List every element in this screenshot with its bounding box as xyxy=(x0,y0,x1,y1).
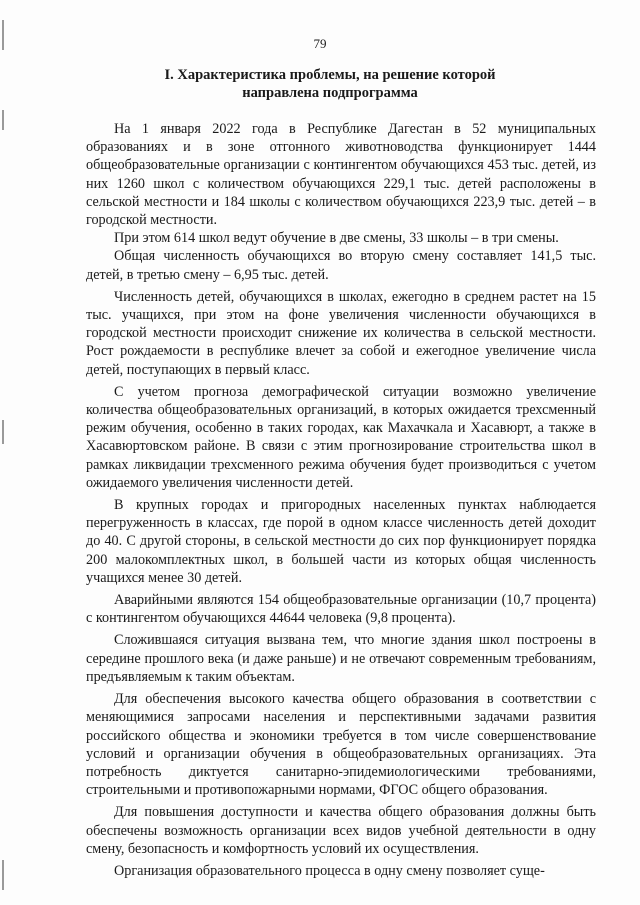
scan-edge-mark xyxy=(2,110,4,130)
paragraph: Для повышения доступности и качества общего образования должны быть обеспечены возможность организации всех видов учебной деятельности в одну смену, безопасность и комфортность условий их осуществления. xyxy=(86,804,596,857)
page-number: 79 xyxy=(313,36,327,51)
paragraph: В крупных городах и пригородных населенных пунктах наблюдается перегруженность в классах, где порой в одном классе численность детей доходит до 40. С другой стороны, в сельской местности до сих пор функционирует порядка 200 малокомплектных школ, в большей части из которых общая численность учащихся менее 30 детей. xyxy=(86,497,596,586)
paragraph: Аварийными являются 154 общеобразовательные организации (10,7 процента) с контингентом обучающихся 44644 человека (9,8 процента). xyxy=(86,592,596,627)
body-text xyxy=(86,120,596,880)
section-title-line-2: направлена подпрограмма xyxy=(242,85,418,101)
section-title xyxy=(90,66,570,102)
paragraph: Общая численность обучающихся во вторую смену составляет 141,5 тыс. детей, в третью смену – 6,95 тыс. детей. xyxy=(86,248,596,283)
scan-edge-mark xyxy=(2,860,4,890)
scan-edge-mark xyxy=(2,420,4,444)
paragraph: С учетом прогноза демографической ситуации возможно увеличение количества общеобразовательных организаций, в которых ожидается трехсменный режим обучения, особенно в таких городах, как Махачкала и Хасавюрт, а также в Хасавюртовском районе. В связи с этим прогнозирование строительства школ в рамках ликвидации трехсменного режима обучения будет производиться с учетом ожидаемого увеличения численности детей. xyxy=(86,383,596,491)
paragraph: На 1 января 2022 года в Республике Дагестан в 52 муниципальных образованиях и в зоне отгонного животноводства функционирует 1444 общеобразовательные организации с контингентом обучающихся 453 тыс. детей, из них 1260 школ с количеством обучающихся 229,1 тыс. детей расположены в сельской местности и 184 школы с количеством обучающихся 223,9 тыс. детей – в городской местности. xyxy=(86,121,596,229)
paragraph: При этом 614 школ ведут обучение в две смены, 33 школы – в три смены. xyxy=(114,230,559,247)
paragraph: Численность детей, обучающихся в школах, ежегодно в среднем растет на 15 тыс. учащихся, при этом на фоне увеличения численности обучающихся в городской местности происходит снижение их количества в сельской местности. Рост рождаемости в республике влечет за собой и ежегодное увеличение числа детей, поступающих в первый класс. xyxy=(86,288,596,378)
paragraph: Организация образовательного процесса в одну смену позволяет суще- xyxy=(114,862,545,879)
paragraph: Сложившаяся ситуация вызвана тем, что многие здания школ построены в середине прошлого века (и даже раньше) и не отвечают современным требованиям, предъявляемым к таким объектам. xyxy=(86,632,596,685)
paragraph: Для обеспечения высокого качества общего образования в соответствии с меняющимися запросами населения и перспективными задачами развития российского общества и экономики требуется в том числе совершенствование условий и организации обучения в общеобразовательных организациях. Эта потребность диктуется санитарно-эпидемиологическими требованиями, строительными и противопожарными нормами, ФГОС общего образования. xyxy=(86,691,596,799)
section-title-line-1: I. Характеристика проблемы, на решение которой xyxy=(164,67,496,83)
